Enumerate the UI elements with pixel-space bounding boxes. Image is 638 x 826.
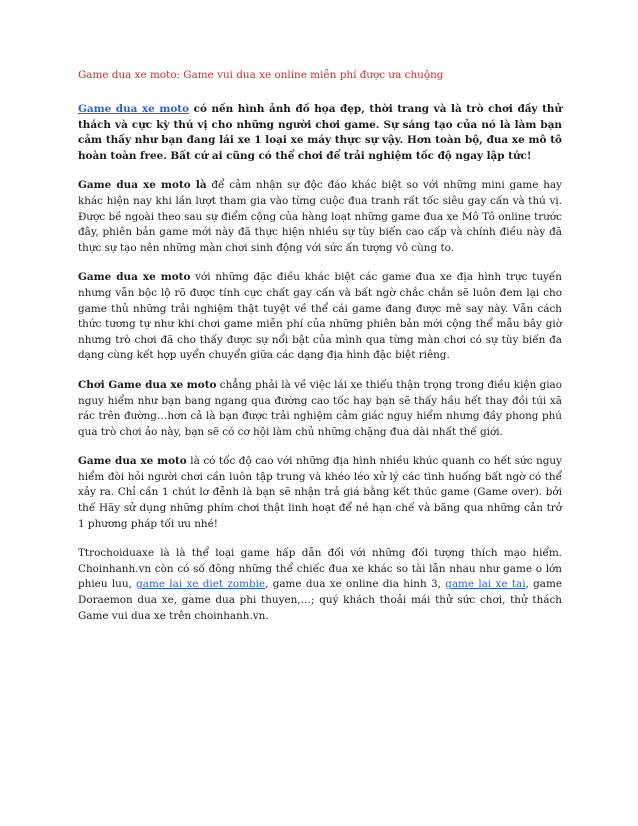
paragraph-4-text: chẳng phải là về việc lái xe thiếu thận trọng trong điều kiện giao nguy hiểm như bạn bang ngang qua đường cao tốc hay bạn sẽ thấy hầu hết thay đồi túi xã rác trên đường…hơn cả là bạn được trải nghiệm cảm giác nguy hiểm nhưng đầy phong phú qua trò chơi ảo này, bạn sẽ có cơ hội làm chủ những chặng đua dài nhất thế giới. [78,378,563,438]
paragraph-2 [78,178,562,256]
paragraph-5 [78,454,562,532]
paragraph-1-text: có nền hình ảnh đồ họa đẹp, thời trang và là trò chơi đầy thử thách và cực kỳ thú vị cho những người chơi game. Sự sáng tạo của nó là làm bạn cảm thấy như bạn đang lái xe 1 loại xe máy thực sự vậy. Hơn toàn bộ, đua xe mô tô hoàn toàn free. Bất cứ ai cũng có thể chơi để trải nghiệm tốc độ ngay lập tức! [78,103,563,162]
paragraph-6-text-3: , game Doraemon dua xe, game dua phi thuyen,…; quý khách thoải mái thử sức chơi, thử thách Game vui dua xe trên choinhanh.vn. [78,578,562,622]
page-title: Game dua xe moto: Game vui dua xe online miễn phí được ưa chuộng [78,69,444,81]
paragraph-2-bold: Game dua xe moto là [78,179,207,192]
paragraph-4-bold: Chơi Game dua xe moto [78,378,217,391]
paragraph-1 [78,102,562,164]
paragraph-3-bold: Game dua xe moto [78,271,191,284]
paragraph-4 [78,378,562,440]
paragraph-5-text: là có tốc độ cao với những địa hình nhiều khúc quanh co hết sức nguy hiểm đòi hỏi người chơi cần luôn tập trung và khéo léo xử lý các tình huống bất ngờ có thể xảy ra. Chỉ cần 1 chút lơ đễnh là bạn sẽ nhận trả giá bằng kết thúc game (Game over). bởi thế Hãy sử dụng những phím chơi thật linh hoạt để né hạn chế và băng qua những cản trở 1 phương pháp tối ưu nhé! [78,455,562,530]
game-lai-xe-diet-zombie-link[interactable]: game lai xe diet zombie [136,578,266,591]
paragraph-5-bold: Game dua xe moto [78,455,187,468]
game-lai-xe-tai-link[interactable]: game lai xe tai [445,578,526,591]
paragraph-6 [78,546,562,624]
game-dua-xe-moto-link[interactable]: Game dua xe moto [78,103,190,115]
paragraph-3-text: với những đặc điều khác biệt các game đua xe địa hình trực tuyến nhưng vẫn bộc lộ rõ được tính cực chất gay cấn và bất ngờ chắc chắn sẽ luôn đem lại cho game thủ những trải nghiệm thật tuyệt về thể cái game đang được mê say này. Vẫn cách thức tương tự như khi chơi game miễn phí của những phiên bản mới cộng thể mẫu bây giờ nhưng trò chơi đã cho thấy được sự nổi bật của mình qua từng màn chơi có sự tùy biến đa dạng cùng kết hợp uyển chuyển giữa các dạng địa hình đặc biệt riêng. [78,271,562,362]
paragraph-6-text-2: , game dua xe online dia hinh 3, [265,578,446,591]
document-page [78,68,562,638]
paragraph-2-text: để cảm nhận sự độc đáo khác biệt so với những mini game hay khác hiện nay khi lần lượt tham gia vào từng cuộc đua tranh rất tốc siêu gay cấn và thú vị. Được bề ngoài theo sau sự điểm cộng của hàng loạt những game đua xe Mô Tô online trước đây, phiên bản game mới này đã thực hiện nhiều sự tùy biến cao cấp và chính điều này đã thực sự tạo nên những màn chơi sinh động với sức ấn tượng vô cùng to. [78,179,562,254]
paragraph-3 [78,270,562,364]
paragraph-6-text-1: Ttrochoiduaxe là là thể loại game hấp dẫn đối với những đối tượng thích mạo hiểm. Choinhanh.vn còn có số đông những thể chiếc đua xe khác so tài lẫn nhau như game o lớn phieu luu, [78,547,562,591]
